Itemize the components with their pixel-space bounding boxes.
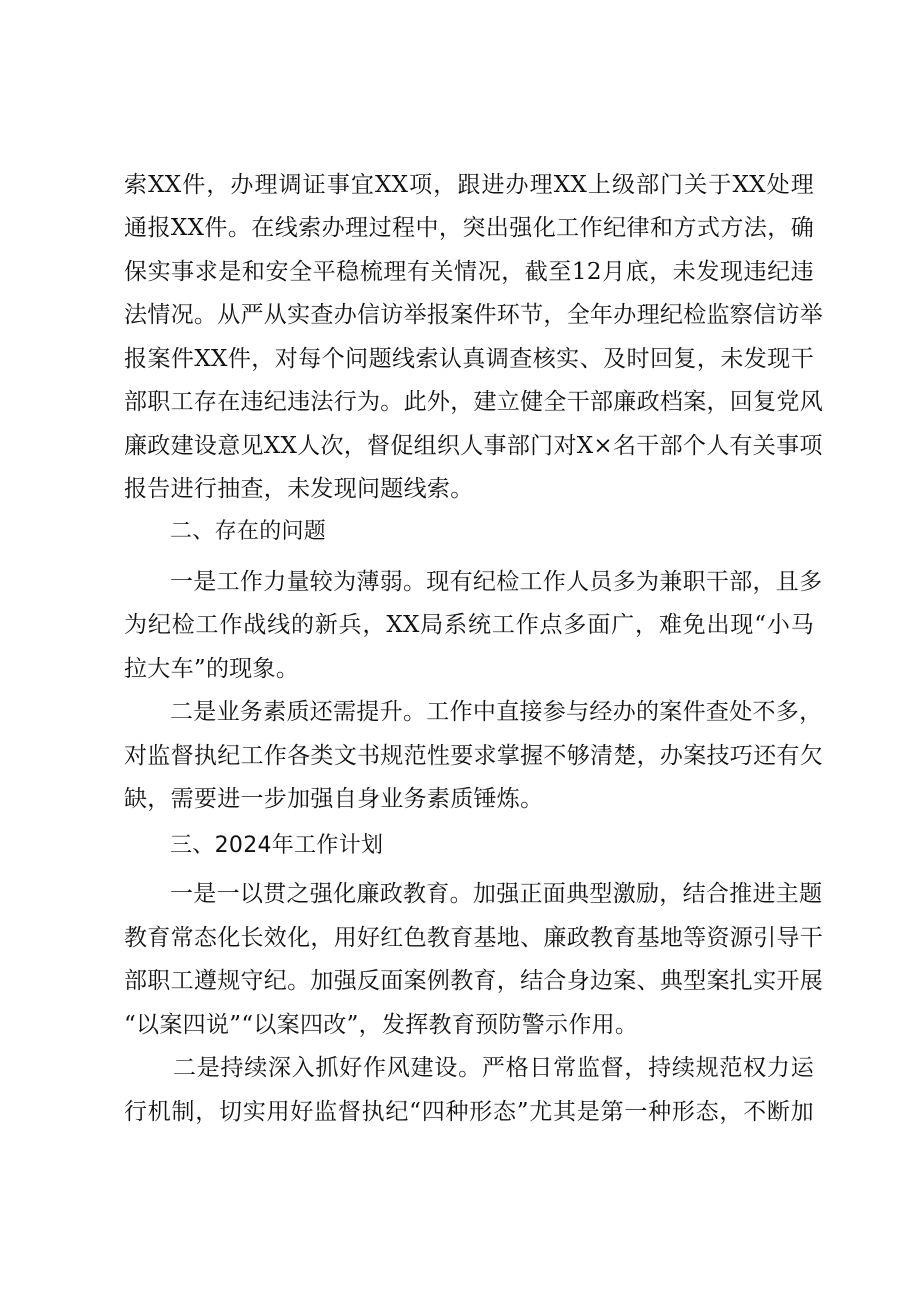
paragraph-5-line-2: 行机制，切实用好监督执纪“四种形态”尤其是第一种形态，不断加 xyxy=(124,1099,814,1125)
paragraph-1-line-6: 部职工存在违纪违法行为。此外，建立健全干部廉政档案，回复党风 xyxy=(124,389,823,415)
paragraph-3-line-3: 缺，需要进一步加强自身业务素质锤炼。 xyxy=(124,786,544,812)
section-heading-work-plan: 三、2024年工作计划 xyxy=(170,833,384,858)
paragraph-1-line-5: 报案件XX件，对每个问题线索认真调查核实、及时回复，未发现干 xyxy=(124,346,814,372)
paragraph-1-line-1: 索XX件，办理调证事宜XX项，跟进办理XX上级部门关于XX处理 xyxy=(124,172,814,198)
paragraph-2-line-2: 为纪检工作战线的新兵，XX局系统工作点多面广，难免出现“小马 xyxy=(124,612,814,638)
paragraph-2-line-3: 拉大车”的现象。 xyxy=(124,656,300,682)
paragraph-3-line-1: 二是业务素质还需提升。工作中直接参与经办的案件查处不多， xyxy=(170,699,823,725)
paragraph-1-line-8: 报告进行抽查，未发现问题线索。 xyxy=(124,476,474,502)
paragraph-5-line-1: 二是持续深入抓好作风建设。严格日常监督，持续规范权力运 xyxy=(173,1055,814,1081)
section-heading-problems: 二、存在的问题 xyxy=(170,519,327,544)
paragraph-2-line-1: 一是工作力量较为薄弱。现有纪检工作人员多为兼职干部，且多 xyxy=(170,569,823,595)
paragraph-1-line-4: 法情况。从严从实查办信访举报案件环节，全年办理纪检监察信访举 xyxy=(124,302,823,328)
paragraph-4-line-3: 部职工遵规守纪。加强反面案例教育，结合身边案、典型案扎实开展 xyxy=(124,968,823,994)
paragraph-1-line-2: 通报XX件。在线索办理过程中，突出强化工作纪律和方式方法，确 xyxy=(124,215,814,241)
paragraph-1-line-7: 廉政建设意见XX人次，督促组织人事部门对X×名干部个人有关事项 xyxy=(124,433,823,459)
paragraph-4-line-4: “以案四说”“以案四改”，发挥教育预防警示作用。 xyxy=(124,1012,639,1038)
paragraph-4-line-1: 一是一以贯之强化廉政教育。加强正面典型激励，结合推进主题 xyxy=(170,881,823,907)
paragraph-3-line-2: 对监督执纪工作各类文书规范性要求掌握不够清楚，办案技巧还有欠 xyxy=(124,743,823,769)
paragraph-1-line-3: 保实事求是和安全平稳梳理有关情况，截至12月底，未发现违纪违 xyxy=(124,259,814,285)
paragraph-4-line-2: 教育常态化长效化，用好红色教育基地、廉政教育基地等资源引导干 xyxy=(124,925,823,951)
